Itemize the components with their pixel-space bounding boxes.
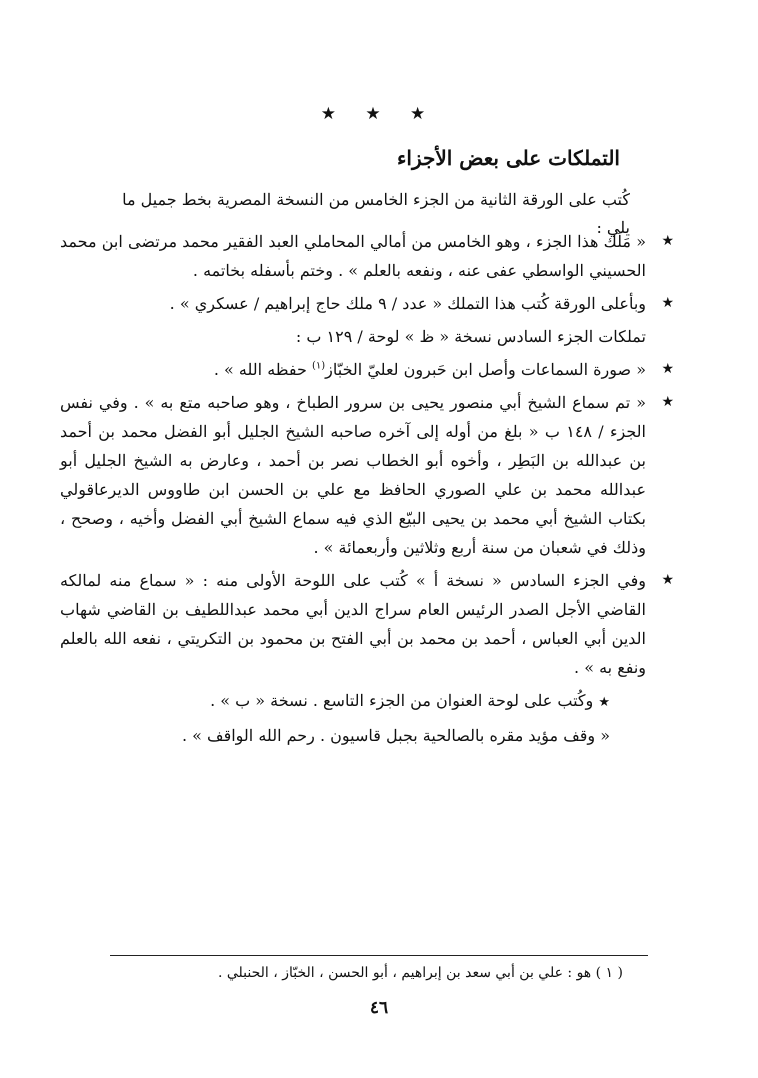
entry-8 [60, 721, 610, 750]
ownership-entries [60, 227, 674, 754]
star-bullet-icon: ★ [661, 394, 674, 410]
entry-text: « مَلَك هذا الجزء ، وهو الخامس من أمالي المحاملي العبد الفقير محمد مرتضى ابن محمد الحسيني الواسطي عفى عنه ، ونفعه بالعلم » . وختم بأسفله بخاتمه . [60, 232, 646, 280]
star-bullet-icon: ★ [661, 233, 674, 249]
entry-3 [60, 322, 646, 351]
entry-text: وبأعلى الورقة كُتب هذا التملك « عدد / ٩ ملك حاج إبراهيم / عسكري » . [169, 294, 646, 313]
entry-text: تملكات الجزء السادس نسخة « ظ » لوحة / ١٢٩ ب : [295, 327, 646, 346]
entry-text: « وقف مؤيد مقره بالصالحية بجبل قاسيون . رحم الله الواقف » . [181, 726, 610, 745]
section-divider-stars: ★ ★ ★ [320, 104, 438, 124]
star-bullet-icon: ★ [661, 361, 674, 377]
entry-4 [60, 355, 674, 384]
entry-2 [60, 289, 674, 318]
entry-text: وكُتب على لوحة العنوان من الجزء التاسع . نسخة « ب » . [210, 691, 594, 710]
star-bullet-icon: ★ [661, 295, 674, 311]
entry-text: وفي الجزء السادس « نسخة أ » كُتب على اللوحة الأولى منه : « سماع منه لمالكه القاضي الأجل الصدر الرئيس العام سراج الدين أبي محمد عبداللطيف بن القاضي شهاب الدين أبي العباس ، أحمد بن محمد بن أبي الفتح بن محمود بن التكريتي ، نفعه الله بالعلم ونفع به » . [60, 571, 646, 677]
footnote-divider [110, 955, 648, 956]
entry-6 [60, 566, 674, 682]
intro-paragraph: كُتب على الورقة الثانية من الجزء الخامس من النسخة المصرية بخط جميل ما يلي : [122, 190, 630, 237]
entry-7 [60, 686, 610, 717]
entry-5 [60, 388, 674, 562]
section-heading: التملكات على بعض الأجزاء [397, 146, 620, 170]
entry-text-after-note: حفظه الله » . [213, 360, 312, 379]
star-bullet-icon: ★ [598, 695, 610, 710]
entry-text-before-note: « صورة السماعات وأصل ابن حَبرون لعليّ الخبّاز [325, 360, 646, 379]
entry-text: « تم سماع الشيخ أبي منصور يحيى بن سرور الطباخ ، وهو صاحبه متع به » . وفي نفس الجزء / ١٤٨ ب « بلغ من أوله إلى آخره صاحبه الشيخ الجليل أبو الفضل محمد بن أحمد بن عبدالله بن البَطِر ، وأخوه أبو الخطاب نصر بن أحمد ، وعارض به الشيخ الجليل أبو عبدالله محمد بن علي الصوري الحافظ مع علي بن الحسن ابن طاووس الديرعاقولي بكتاب الشيخ أبي محمد بن يحيى البيّع الذي فيه سماع الشيخ أبي الفضل وأخيه ، وصحح ، وذلك في شعبان من سنة أربع وثلاثين وأربعمائة » . [60, 393, 646, 557]
footnote-reference: (١) [311, 360, 326, 372]
footnote: ( ١ ) هو : علي بن أبي سعد بن إبراهيم ، أبو الحسن ، الخبّاز ، الحنبلي . [217, 965, 623, 981]
page-number: ٤٦ [369, 998, 389, 1018]
entry-1 [60, 227, 674, 285]
star-bullet-icon: ★ [661, 572, 674, 588]
